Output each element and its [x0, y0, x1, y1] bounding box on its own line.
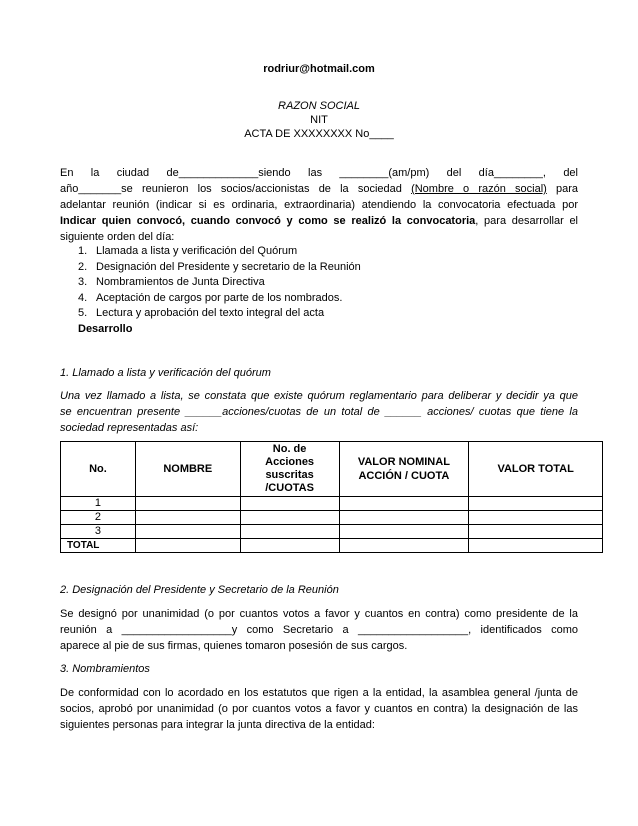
- total-label: TOTAL: [61, 539, 136, 553]
- section2-line: reunión a __________________y como Secretario a __________________, identificados como: [60, 624, 578, 636]
- agenda-item: 2. Designación del Presidente y secretario de la Reunión: [78, 260, 361, 273]
- table-row: [61, 497, 603, 511]
- desarrollo-heading: Desarrollo: [78, 323, 133, 335]
- section1-title: 1. Llamado a lista y verificación del quórum: [60, 367, 271, 379]
- section1-line: se encuentran presente ______acciones/cuotas de un total de ______ acciones/ cuotas que tiene la: [60, 406, 578, 418]
- section3-line: socios, aprobó por unanimidad (o por cuantos votos a favor y cuantos en contra) la designación de las: [60, 703, 578, 715]
- shareholders-table: [60, 441, 603, 553]
- email-address: rodriur@hotmail.com: [263, 63, 375, 75]
- section2-title: 2. Designación del Presidente y Secretario de la Reunión: [60, 584, 339, 596]
- intro-line: año_______se reunieron los socios/accionistas de la sociedad (Nombre o razón social) para: [60, 183, 579, 195]
- table-row: [61, 511, 603, 525]
- row-number: 3: [61, 525, 136, 539]
- col-header-valor-total: VALOR TOTAL: [469, 442, 603, 497]
- section1-line: Una vez llamado a lista, se constata que existe quórum reglamentario para deliberar y decidir ya que: [60, 390, 578, 402]
- col-header-acciones: No. de Acciones suscritas /CUOTAS: [240, 442, 339, 497]
- agenda-item: 5. Lectura y aprobación del texto integral del acta: [78, 307, 325, 319]
- col-header-nombre: NOMBRE: [135, 442, 240, 497]
- table-header-row: [61, 442, 603, 497]
- section3-line: siguientes personas para integrar la junta directiva de la entidad:: [60, 719, 375, 731]
- agenda-item: 1. Llamada a lista y verificación del Quórum: [78, 245, 298, 257]
- intro-line: adelantar reunión (indicar si es ordinaria, extraordinaria) atendiendo la convocatoria efectuada por: [60, 199, 578, 211]
- section1-line: sociedad representadas así:: [60, 422, 199, 434]
- convocatoria-bold: Indicar quien convocó, cuando convocó y como se realizó la convocatoria: [60, 215, 476, 227]
- agenda-item: 4. Aceptación de cargos por parte de los nombrados.: [78, 291, 343, 304]
- section3-title: 3. Nombramientos: [60, 663, 150, 675]
- intro-line: siguiente orden del día:: [60, 231, 175, 243]
- razon-social-underlined: (Nombre o razón social): [411, 183, 547, 195]
- section2-line: Se designó por unanimidad (o por cuantos votos a favor y cuantos en contra) como presidente de la: [60, 608, 578, 620]
- table-total-row: [61, 539, 603, 553]
- col-header-no: No.: [61, 442, 136, 497]
- section1-paragraph: [60, 388, 578, 436]
- row-number: 2: [61, 511, 136, 525]
- col-header-valor-nominal: VALOR NOMINAL ACCIÓN / CUOTA: [339, 442, 469, 497]
- nit: NIT: [310, 114, 328, 126]
- section3-line: De conformidad con lo acordado en los estatutos que rigen a la entidad, la asamblea general /junta de: [60, 687, 578, 699]
- agenda-list: [78, 244, 361, 322]
- section2-line: aparece al pie de sus firmas, quienes tomaron posesión de sus cargos.: [60, 640, 408, 652]
- table-row: [61, 525, 603, 539]
- row-number: 1: [61, 497, 136, 511]
- intro-paragraph: [60, 165, 578, 245]
- razon-social: RAZON SOCIAL: [278, 100, 360, 112]
- section2-paragraph: [60, 606, 578, 654]
- acta-number: ACTA DE XXXXXXXX No____: [244, 128, 394, 140]
- section3-paragraph: [60, 685, 578, 733]
- intro-line: Indicar quien convocó, cuando convocó y como se realizó la convocatoria, para desarrollar el: [60, 215, 578, 227]
- agenda-item: 3. Nombramientos de Junta Directiva: [78, 276, 265, 288]
- intro-line: En la ciudad de_____________siendo las ________(am/pm) del día________, del: [60, 167, 578, 179]
